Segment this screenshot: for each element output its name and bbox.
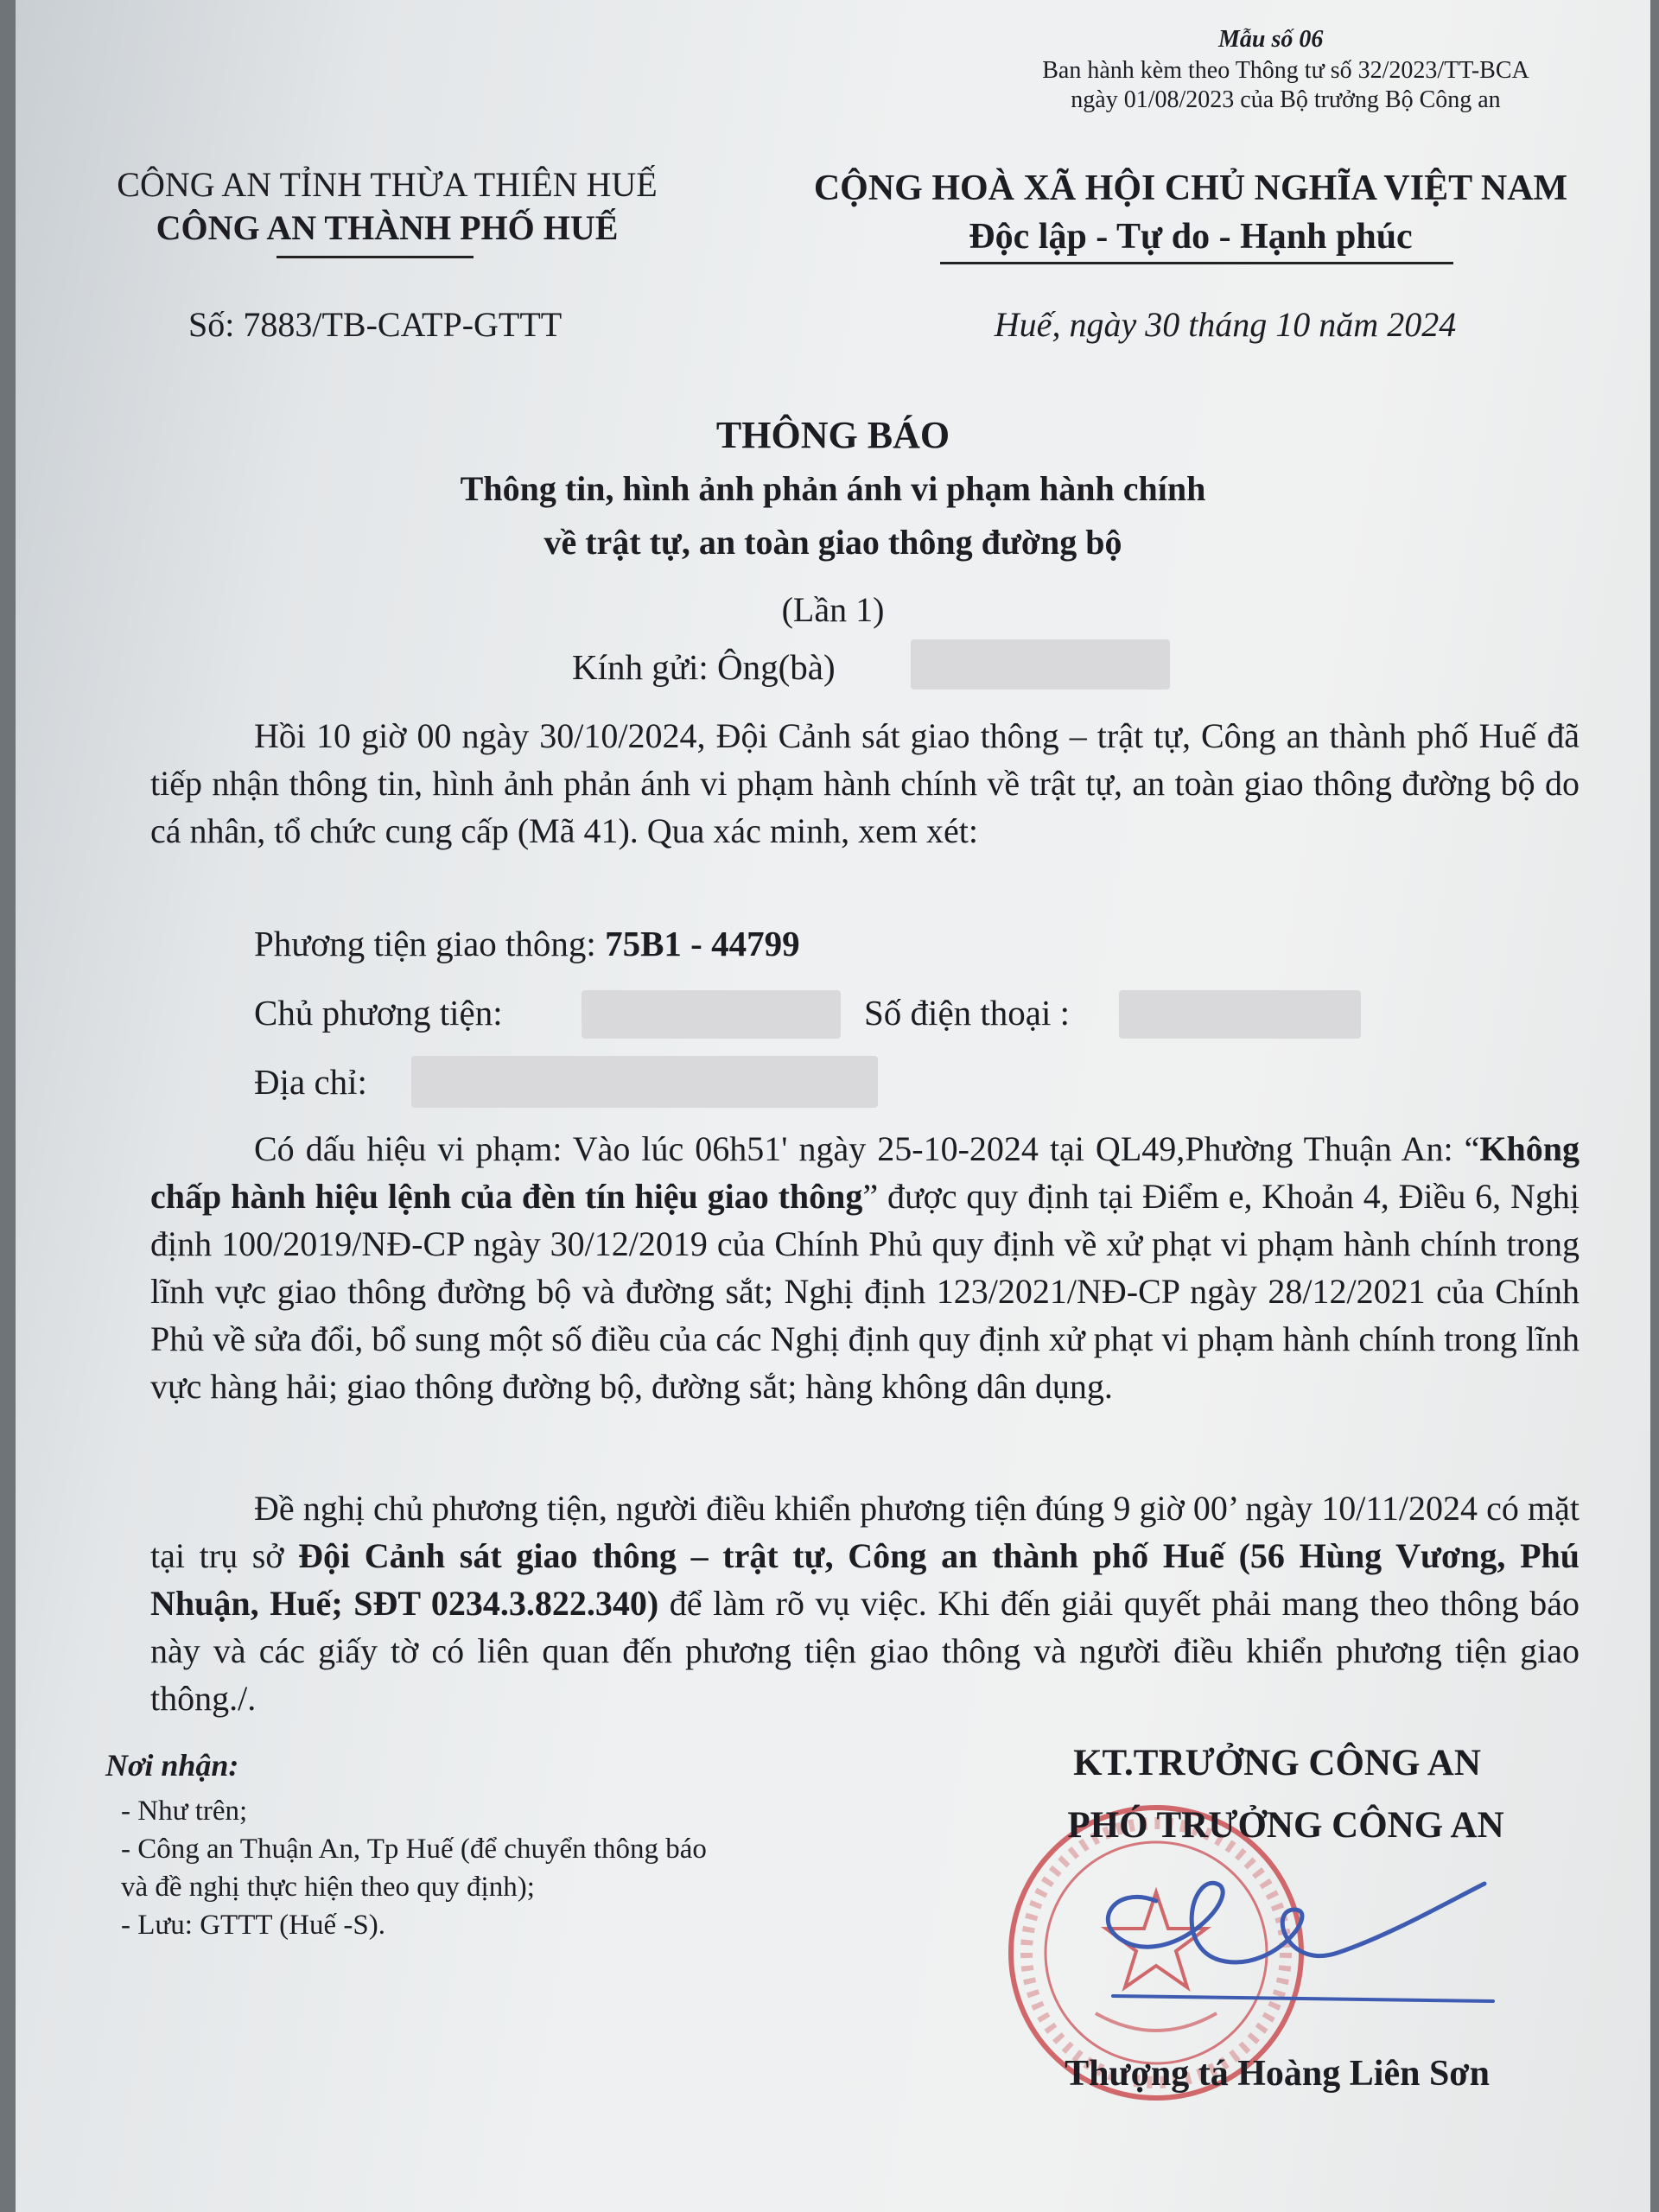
phone-redaction	[1119, 990, 1361, 1039]
document-subtitle-1: Thông tin, hình ảnh phản ánh vi phạm hành chính	[460, 469, 1206, 508]
address-line	[254, 1061, 367, 1103]
form-number: Mẫu số 06	[1218, 26, 1324, 53]
unit-name: CÔNG AN THÀNH PHỐ HUẾ	[156, 208, 619, 247]
nation-name: CỘNG HOÀ XÃ HỘI CHỦ NGHĨA VIỆT NAM	[813, 168, 1568, 208]
recipient-redaction	[911, 639, 1170, 690]
motto-underline	[940, 262, 1453, 264]
document-subtitle-2: về trật tự, an toàn giao thông đường bộ	[543, 523, 1122, 562]
unit-underline	[276, 256, 474, 258]
signer-role-1: KT.TRƯỞNG CÔNG AN	[1073, 1743, 1481, 1783]
recipients-heading: Nơi nhận:	[105, 1748, 239, 1783]
violation-name: Không chấp hành hiệu lệnh của đèn tín hiệu giao thông	[150, 1129, 1580, 1216]
address-label: Địa chỉ:	[254, 1062, 367, 1102]
document-title: THÔNG BÁO	[715, 414, 950, 456]
request-rest: để làm rõ vụ việc. Khi đến giải quyết phải mang theo thông báo này và các giấy tờ có liên quan đến phương tiện giao thông và người điều khiển phương tiện giao thông./.	[150, 1584, 1580, 1718]
owner-redaction	[582, 990, 841, 1039]
notice-round: (Lần 1)	[781, 590, 885, 629]
owner-label: Chủ phương tiện:	[254, 993, 503, 1033]
violation-paragraph	[150, 1125, 1580, 1410]
phone-label: Số điện thoại :	[864, 993, 1071, 1033]
intro-text: Hồi 10 giờ 00 ngày 30/10/2024, Đội Cảnh sát giao thông – trật tự, Công an thành phố Huế đã tiếp nhận thông tin, hình ảnh phản ánh vi phạm hành chính về trật tự, an toàn giao thông đường bộ do cá nhân, tổ chức cung cấp (Mã 41). Qua xác minh, xem xét:	[150, 716, 1580, 850]
vehicle-line	[254, 923, 800, 964]
form-issued-line1: Ban hành kèm theo Thông tư số 32/2023/TT-BCA	[1042, 57, 1529, 84]
handwritten-signature	[1078, 1849, 1510, 2022]
document-number: Số: 7883/TB-CATP-GTTT	[188, 305, 563, 344]
vehicle-label: Phương tiện giao thông:	[254, 924, 606, 963]
form-issued-line2: ngày 01/08/2023 của Bộ trưởng Bộ Công an	[1071, 86, 1501, 113]
intro-paragraph	[150, 712, 1580, 855]
request-office: Đội Cảnh sát giao thông – trật tự, Công an thành phố Huế (56 Hùng Vương, Phú Nhuận, Huế; SĐT 0234.3.822.340)	[150, 1536, 1580, 1623]
signer-name: Thượng tá Hoàng Liên Sơn	[1065, 2054, 1490, 2094]
signer-role-2: PHÓ TRƯỞNG CÔNG AN	[1067, 1805, 1504, 1846]
recipients-list	[121, 1792, 707, 1944]
agency-name: CÔNG AN TỈNH THỪA THIÊN HUẾ	[117, 165, 658, 204]
address-redaction	[411, 1056, 878, 1108]
recipient-label: Kính gửi: Ông(bà)	[572, 647, 836, 687]
recipient-item: - Công an Thuận An, Tp Huế (để chuyển thông báo	[121, 1834, 707, 1865]
recipient-item: và đề nghị thực hiện theo quy định);	[121, 1872, 535, 1903]
violation-intro: Có dấu hiệu vi phạm: Vào lúc 06h51' ngày 25-10-2024 tại QL49,Phường Thuận An: “	[254, 1129, 1480, 1168]
owner-line	[254, 992, 503, 1033]
place-date: Huế, ngày 30 tháng 10 năm 2024	[994, 305, 1457, 344]
request-paragraph	[150, 1484, 1580, 1722]
document-page	[16, 0, 1650, 2212]
recipient-item: - Như trên;	[121, 1796, 248, 1827]
recipient-item: - Lưu: GTTT (Huế -S).	[121, 1910, 385, 1941]
violation-legal-basis: ” được quy định tại Điểm e, Khoản 4, Điều 6, Nghị định 100/2019/NĐ-CP ngày 30/12/2019 của Chính Phủ quy định về xử phạt vi phạm hành chính trong lĩnh vực giao thông đường bộ và đường sắt; Nghị định 123/2021/NĐ-CP ngày 28/12/2021 của Chính Phủ về sửa đổi, bổ sung một số điều của các Nghị định quy định xử phạt vi phạm hành chính trong lĩnh vực hàng hải; giao thông đường bộ, đường sắt; hàng không dân dụng.	[150, 1177, 1580, 1406]
national-motto: Độc lập - Tự do - Hạnh phúc	[969, 217, 1413, 257]
request-intro: Đề nghị chủ phương tiện, người điều khiển phương tiện đúng 9 giờ 00’ ngày 10/11/2024 có mặt tại trụ sở	[150, 1489, 1580, 1575]
vehicle-plate: 75B1 - 44799	[605, 924, 800, 963]
